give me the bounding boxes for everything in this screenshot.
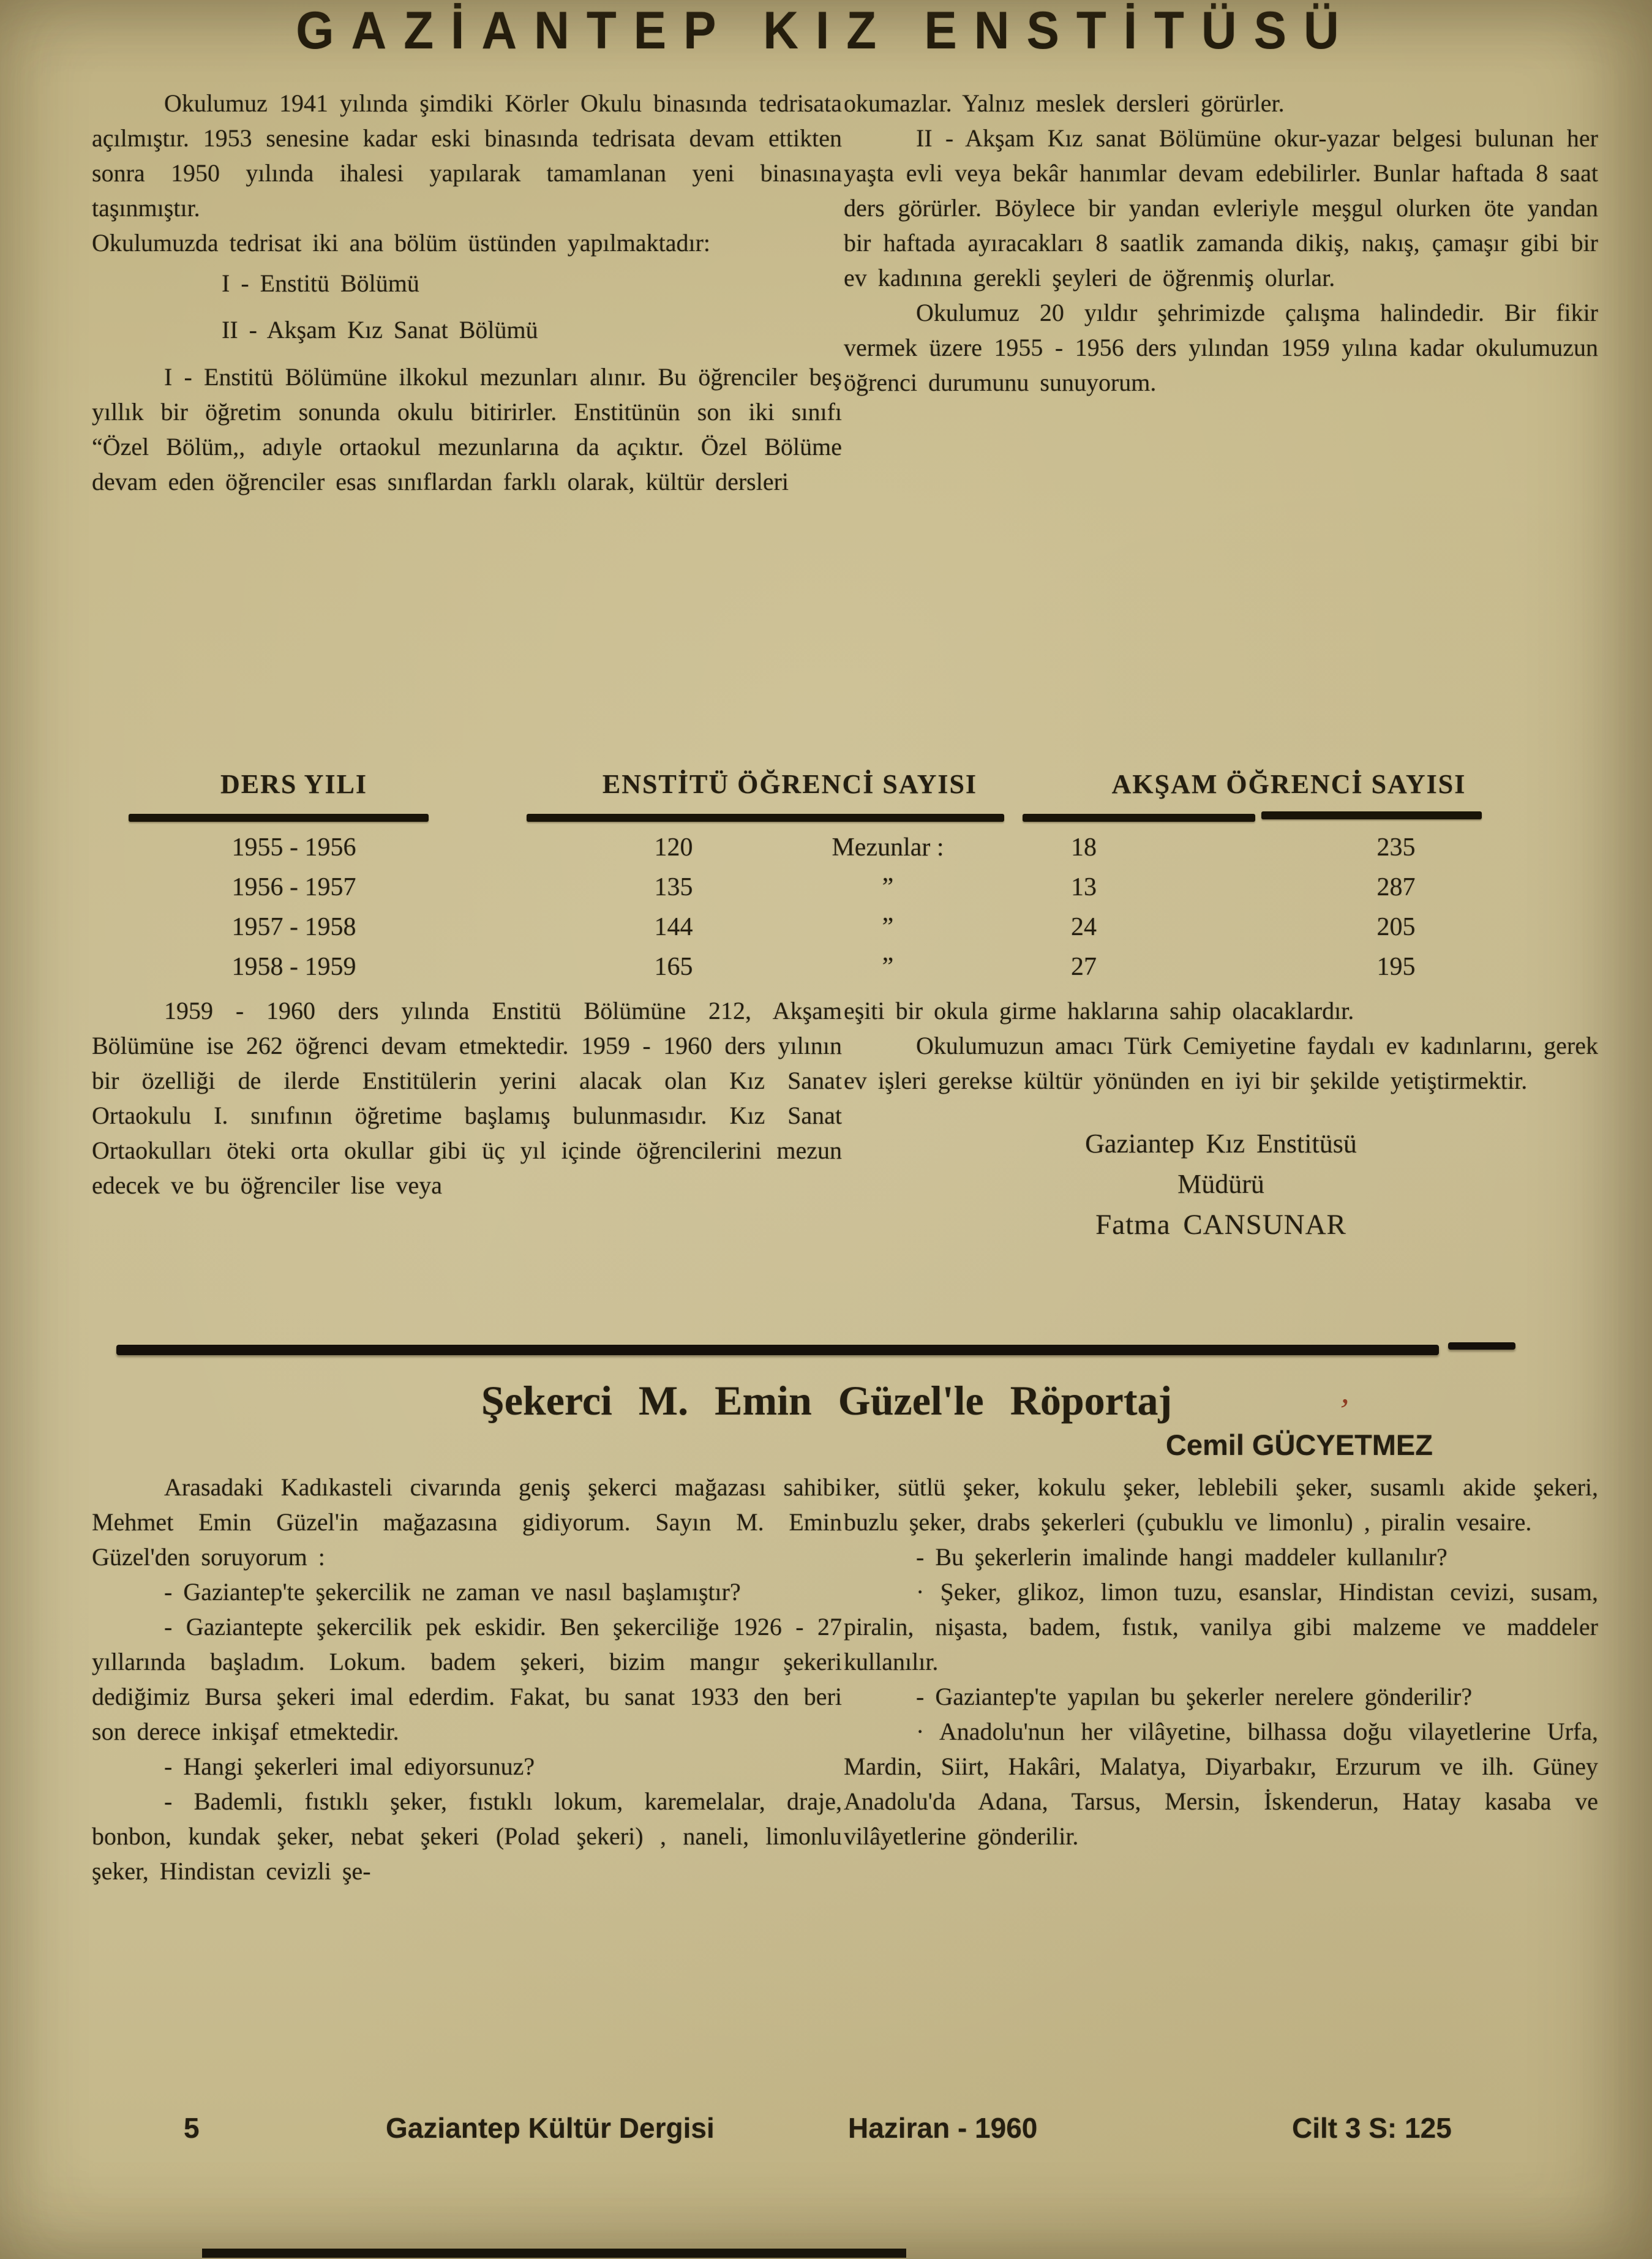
mezunlar-label: Mezunlar : (832, 833, 944, 862)
table-header-rule-3 (1023, 814, 1255, 822)
table-header-rule-1 (129, 814, 429, 822)
article2-left-column (92, 1470, 842, 2107)
year-cell: 1956 - 1957 (231, 873, 356, 901)
mezun-count-cell: 24 (1071, 913, 1097, 941)
article2-right-continuation: ker, sütlü şeker, kokulu şeker, leblebili şeker, susamlı akide şekeri, buzlu şeker, drabs şekerleri (çubuklu ve limonlu) , piralin vesaire. (844, 1473, 1598, 1536)
article1-right-paragraph-2: II - Akşam Kız sanat Bölümüne okur-yazar belgesi bulunan her yaşta evli veya bekâr hanımlar devam edebilirler. Bunlar haftada 8 saat ders görürler. Böylece bir yandan evleriyle meşgul olurken öte yandan bir haftada ayıracakları 8 saatlik zamanda dikiş, nakış, çamaşır gibi bir ev kadınına gerekli şeyleri de öğrenmiş olurlar. (844, 124, 1598, 291)
mezun-count-cell: 18 (1071, 833, 1097, 862)
footer-page-number: 5 (184, 2112, 200, 2144)
year-cell: 1955 - 1956 (231, 833, 356, 862)
article1-section-item-2: II - Akşam Kız Sanat Bölümü (222, 316, 538, 344)
footer-volume-info: Cilt 3 S: 125 (1292, 2112, 1452, 2144)
section-divider-rule-end (1448, 1342, 1515, 1350)
article2-left-intro: Arasadaki Kadıkasteli civarında geniş şekerci mağazası sahibi Mehmet Emin Güzel'in mağazasına gidiyorum. Sayın M. Emin Güzel'den soruyorum : (92, 1473, 842, 1571)
enstitu-count-cell: 165 (654, 953, 693, 981)
article1-left2-paragraph: 1959 - 1960 ders yılında Enstitü Bölümüne 212, Akşam Bölümüne ise 262 öğrenci devam etmektedir. 1959 - 1960 ders yılının bir özelliği de ilerde Enstitülerin yerini alacak olan Kız Sanat Ortaokulu I. sınıfının öğretime başlamış bulunmasıdır. Kız Sanat Ortaokulları öteki orta okullar gibi üç yıl içinde öğrencilerini mezun edecek ve bu öğrenciler lise veya (92, 997, 842, 1199)
article2-answer-1: - Gaziantepte şekercilik pek eskidir. Ben şekerciliğe 1926 - 27 yıllarında başladım. Lokum. badem şekeri, bizim mangır şekeri dediğimiz Bursa şekeri imal ederdim. Fakat, bu sanat 1933 den beri son derece inkişaf etmektedir. (92, 1613, 842, 1745)
article2-question-2: - Hangi şekerleri imal ediyorsunuz? (164, 1753, 535, 1780)
mezun-count-cell: 13 (1071, 873, 1097, 901)
aksam-count-cell: 235 (1376, 833, 1416, 862)
article2-question-4: - Gaziantep'te yapılan bu şekerler nerelere gönderilir? (916, 1683, 1473, 1710)
article1-left-paragraph-3: I - Enstitü Bölümüne ilkokul mezunları alınır. Bu öğrenciler beş yıllık bir öğretim sonunda okulu bitirirler. Enstitünün son iki sınıfı “Özel Bölüm,, adıyle ortaokul mezunlarına da açıktır. Özel Bölüme devam eden öğrenciler esas sınıflardan farklı olarak, kültür dersleri (92, 363, 842, 495)
table-header-ders-yili: DERS YILI (220, 769, 368, 799)
article1-right2-paragraph-1: eşiti bir okula girme haklarına sahip olacaklardır. (844, 997, 1354, 1024)
table-header-aksam-ogrenci-sayisi: AKŞAM ÖĞRENCİ SAYISI (1111, 769, 1466, 799)
ditto-mark: ” (882, 953, 894, 981)
article1-section-item-1: I - Enstitü Bölümü (222, 269, 419, 297)
article2-byline: Cemil GÜCYETMEZ (1165, 1429, 1433, 1461)
ditto-mark: ” (882, 913, 894, 941)
article1-right-column-continued (844, 993, 1598, 1345)
signature-role: Müdürü (1177, 1169, 1264, 1199)
table-header-enstitu-ogrenci-sayisi: ENSTİTÜ ÖĞRENCİ SAYISI (602, 769, 978, 799)
footer-issue-date: Haziran - 1960 (848, 2112, 1038, 2144)
aksam-count-cell: 195 (1376, 953, 1416, 981)
article2-question-3: - Bu şekerlerin imalinde hangi maddeler kullanılır? (916, 1543, 1447, 1571)
signature-institution: Gaziantep Kız Enstitüsü (1085, 1129, 1357, 1159)
article2-question-1: - Gaziantep'te şekercilik ne zaman ve nasıl başlamıştır? (164, 1578, 741, 1606)
student-statistics-table (92, 769, 1592, 995)
year-cell: 1957 - 1958 (231, 913, 356, 941)
article1-title: GAZİANTEP KIZ ENSTİTÜSÜ (296, 1, 1356, 60)
table-header-rule-2 (527, 814, 1004, 822)
mezun-count-cell: 27 (1071, 953, 1097, 981)
table-header-rule-4 (1261, 811, 1482, 819)
article1-left-column-continued (92, 993, 842, 1345)
article1-left-paragraph-2: Okulumuzda tedrisat iki ana bölüm üstünden yapılmaktadır: (92, 229, 711, 257)
article1-right-paragraph-3: Okulumuz 20 yıldır şehrimizde çalışma halindedir. Bir fikir vermek üzere 1955 - 1956 ders yılından 1959 yılına kadar okulumuzun öğrenci durumunu sunuyorum. (844, 299, 1598, 396)
enstitu-count-cell: 144 (654, 913, 693, 941)
footer-journal-name: Gaziantep Kültür Dergisi (386, 2112, 715, 2144)
enstitu-count-cell: 120 (654, 833, 693, 862)
article1-left-paragraph-1: Okulumuz 1941 yılında şimdiki Körler Okulu binasında tedrisata açılmıştır. 1953 senesine kadar eski binasında tedrisata devam ettikten sonra 1950 yılında ihalesi yapılarak tamamlanan yeni binasına taşınmıştır. (92, 89, 842, 222)
red-ink-mark: ’ (1335, 1391, 1352, 1430)
article2-answer-3: · Şeker, glikoz, limon tuzu, esanslar, Hindistan cevizi, susam, piralin, nişasta, badem, fıstık, vanilya gibi malzeme ve maddeler kullanılır. (844, 1578, 1598, 1675)
article2-right-column (844, 1470, 1598, 2107)
article1-right-column (844, 86, 1598, 769)
article1-left-column (92, 86, 842, 769)
section-divider-rule (116, 1345, 1439, 1355)
article2-answer-4: · Anadolu'nun her vilâyetine, bilhassa doğu vilayetlerine Urfa, Mardin, Siirt, Hakâri, Malatya, Diyarbakır, Erzurum ve ilh. Güney Anadolu'da Adana, Tarsus, Mersin, İskenderun, Hatay kasaba ve vilâyetlerine gönderilir. (844, 1718, 1598, 1850)
article2-answer-2: - Bademli, fıstıklı şeker, fıstıklı lokum, karemelalar, draje, bonbon, kundak şeker, nebat şekeri (Polad şekeri) , naneli, limonlu şeker, Hindistan cevizli şe- (92, 1787, 842, 1885)
article1-right-paragraph-1: okumazlar. Yalnız meslek dersleri görürler. (844, 89, 1285, 117)
enstitu-count-cell: 135 (654, 873, 693, 901)
aksam-count-cell: 205 (1376, 913, 1416, 941)
article1-right2-paragraph-2: Okulumuzun amacı Türk Cemiyetine faydalı ev kadınlarını, gerek ev işleri gerekse kültür yönünden en iyi bir şekilde yetiştirmektir. (844, 1032, 1598, 1094)
ditto-mark: ” (882, 873, 894, 901)
signature-name: Fatma CANSUNAR (1095, 1209, 1346, 1241)
year-cell: 1958 - 1959 (231, 953, 356, 981)
article2-title: Şekerci M. Emin Güzel'le Röportaj (481, 1377, 1173, 1424)
aksam-count-cell: 287 (1376, 873, 1416, 901)
bottom-edge-scan-bar (202, 2249, 906, 2258)
